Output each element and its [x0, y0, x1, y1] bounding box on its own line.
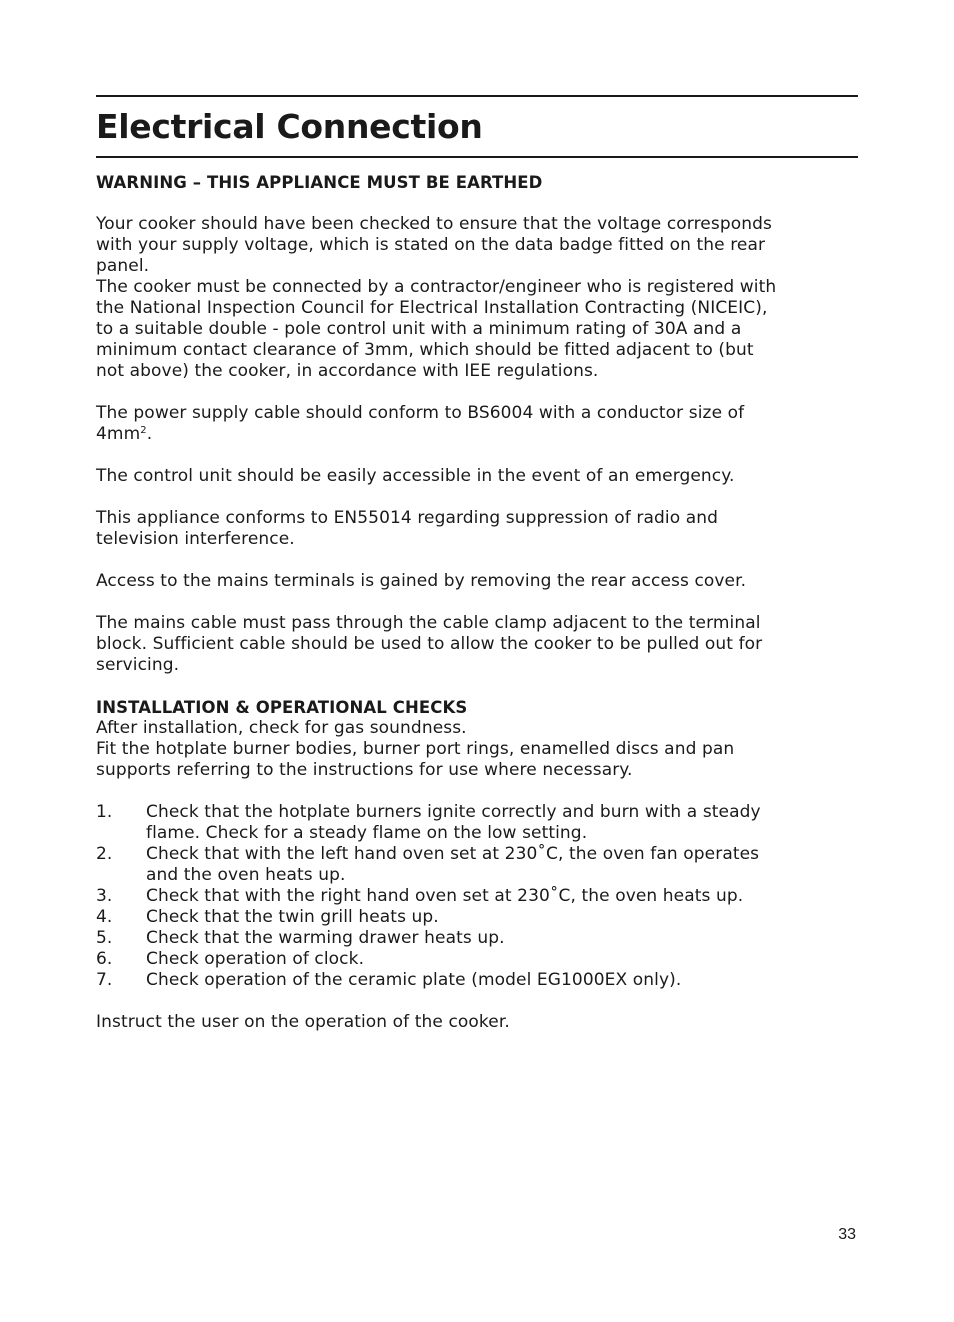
text-line: After installation, check for gas soundness.	[96, 718, 467, 738]
spacer	[96, 487, 858, 508]
text-line: supports referring to the instructions for use where necessary.	[96, 760, 633, 780]
mains-cable-paragraph	[96, 613, 858, 676]
list-number: 3.	[96, 886, 113, 906]
checks-heading: INSTALLATION & OPERATIONAL CHECKS	[96, 698, 468, 717]
text-line: not above) the cooker, in accordance with IEE regulations.	[96, 361, 599, 381]
text-line: servicing.	[96, 655, 180, 675]
text-line: Your cooker should have been checked to ensure that the voltage corresponds	[96, 214, 772, 234]
list-item	[96, 928, 858, 949]
cable-size: 4mm	[96, 424, 141, 444]
page-body	[96, 95, 858, 1033]
list-item	[96, 802, 858, 844]
checks-intro-paragraph	[96, 718, 858, 781]
spacer	[96, 676, 858, 697]
squared-superscript: 2	[140, 425, 147, 436]
spacer	[96, 781, 858, 802]
text-line: The cooker must be connected by a contractor/engineer who is registered with	[96, 277, 777, 297]
text-line: the National Inspection Council for Electrical Installation Contracting (NICEIC),	[96, 298, 768, 318]
text-line: Check that the warming drawer heats up.	[146, 928, 505, 948]
intro-paragraph	[96, 214, 858, 382]
list-item	[96, 970, 858, 991]
cable-suffix: .	[146, 424, 153, 444]
list-item	[96, 907, 858, 928]
text-line: minimum contact clearance of 3mm, which should be fitted adjacent to (but	[96, 340, 754, 360]
list-item	[96, 886, 858, 907]
page-number: 33	[838, 1226, 856, 1243]
text-line: television interference.	[96, 529, 295, 549]
text-line: Check operation of the ceramic plate (model EG1000EX only).	[146, 970, 682, 990]
operational-checklist	[96, 802, 858, 991]
text-line: panel.	[96, 256, 150, 276]
text-line: Check operation of clock.	[146, 949, 365, 969]
text-line	[96, 424, 858, 445]
page-title: Electrical Connection	[96, 107, 483, 146]
spacer	[96, 991, 858, 1012]
list-item	[96, 949, 858, 970]
text-line: Check that the twin grill heats up.	[146, 907, 439, 927]
text-line: Check that with the right hand oven set at 230˚C, the oven heats up.	[146, 886, 744, 906]
document-content	[96, 172, 858, 1033]
text-line: The control unit should be easily accessible in the event of an emergency.	[96, 466, 735, 486]
text-line: This appliance conforms to EN55014 regarding suppression of radio and	[96, 508, 718, 528]
list-item	[96, 844, 858, 886]
access-paragraph	[96, 571, 858, 592]
spacer	[96, 382, 858, 403]
text-line: Access to the mains terminals is gained by removing the rear access cover.	[96, 571, 747, 591]
title-bottom-rule	[96, 156, 858, 158]
text-line: Fit the hotplate burner bodies, burner port rings, enamelled discs and pan	[96, 739, 735, 759]
text-line: with your supply voltage, which is stated on the data badge fitted on the rear	[96, 235, 766, 255]
text-line: Instruct the user on the operation of the cooker.	[96, 1012, 510, 1032]
conformity-paragraph	[96, 508, 858, 550]
spacer	[96, 193, 858, 214]
text-line: The power supply cable should conform to BS6004 with a conductor size of	[96, 403, 745, 423]
text-line: flame. Check for a steady flame on the low setting.	[146, 823, 588, 843]
list-number: 4.	[96, 907, 113, 927]
list-number: 7.	[96, 970, 113, 990]
list-number: 1.	[96, 802, 113, 822]
warning-heading: WARNING – THIS APPLIANCE MUST BE EARTHED	[96, 173, 543, 192]
control-unit-paragraph	[96, 466, 858, 487]
text-line: block. Sufficient cable should be used to allow the cooker to be pulled out for	[96, 634, 763, 654]
text-line: and the oven heats up.	[146, 865, 346, 885]
text-line: Check that the hotplate burners ignite correctly and burn with a steady	[146, 802, 761, 822]
list-number: 2.	[96, 844, 113, 864]
closing-paragraph	[96, 1012, 858, 1033]
cable-paragraph	[96, 403, 858, 445]
text-line: Check that with the left hand oven set at 230˚C, the oven fan operates	[146, 844, 760, 864]
list-number: 5.	[96, 928, 113, 948]
text-line: The mains cable must pass through the cable clamp adjacent to the terminal	[96, 613, 761, 633]
list-number: 6.	[96, 949, 113, 969]
spacer	[96, 592, 858, 613]
text-line: to a suitable double - pole control unit with a minimum rating of 30A and a	[96, 319, 742, 339]
spacer	[96, 550, 858, 571]
spacer	[96, 445, 858, 466]
